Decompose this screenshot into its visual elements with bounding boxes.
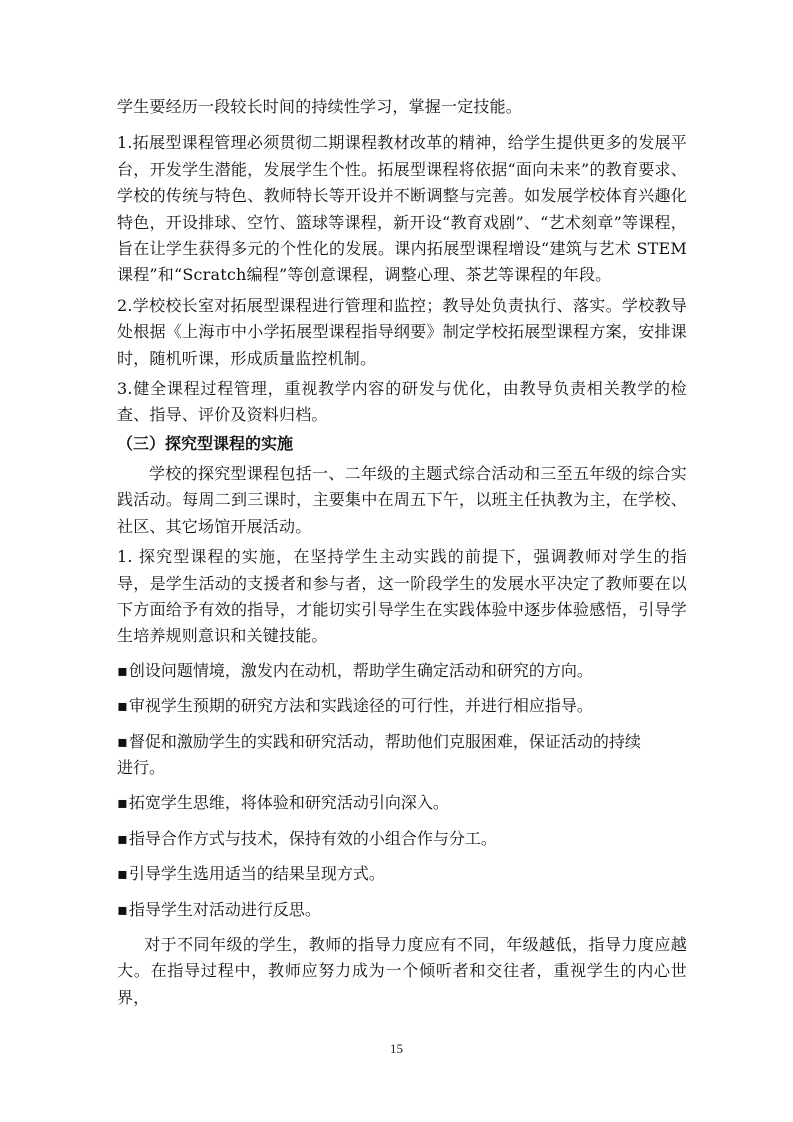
page-number: 15 xyxy=(390,1041,403,1056)
list-item xyxy=(117,897,687,923)
bullet-icon: ▪ xyxy=(117,660,128,680)
paragraph: 1. 探究型课程的实施，在坚持学生主动实践的前提下，强调教师对学生的指导，是学生活动的支援者和参与者，这一阶段学生的发展水平决定了教师要在以下方面给予有效的指导，才能切实引导学生在实践体验中逐步体验感悟，引导学生培养规则意识和关键技能。 xyxy=(117,547,687,646)
list-item xyxy=(117,826,687,852)
document-body xyxy=(117,94,687,1012)
bullet-icon: ▪ xyxy=(117,731,128,751)
list-item-text: 引导学生选用适当的结果呈现方式。 xyxy=(128,864,385,884)
paragraph: 学校的探究型课程包括一、二年级的主题式综合活动和三至五年级的综合实践活动。每周二到三课时，主要集中在周五下午，以班主任执教为主，在学校、社区、其它场馆开展活动。 xyxy=(117,463,687,536)
paragraph: 1.拓展型课程管理必须贯彻二期课程教材改革的精神，给学生提供更多的发展平台，开发学生潜能，发展学生个性。拓展型课程将依据“面向未来”的教育要求、学校的传统与特色、教师特长等开设并不断调整与完善。如发展学校体育兴趣化特色，开设排球、空竹、篮球等课程，新开设“教育戏剧”、“艺术刻章”等课程，旨在让学生获得多元的个性化的发展。课内拓展型课程增设“建筑与艺术 STEM课程”和“Scratch编程”等创意课程，调整心理、茶艺等课程的年段。 xyxy=(117,133,687,285)
list-item-text: 拓宽学生思维，将体验和研究活动引向深入。 xyxy=(128,793,449,813)
bullet-icon: ▪ xyxy=(117,793,128,813)
list-item-text: 指导学生对活动进行反思。 xyxy=(128,899,321,919)
paragraph: 学生要经历一段较长时间的持续性学习，掌握一定技能。 xyxy=(117,97,523,116)
bullet-icon: ▪ xyxy=(117,864,128,884)
list-item-text: 督促和激励学生的实践和研究活动，帮助他们克服困难，保证活动的持续进行。 xyxy=(117,731,641,777)
list-item-text: 指导合作方式与技术，保持有效的小组合作与分工。 xyxy=(128,828,497,848)
list-item xyxy=(117,658,687,684)
bullet-icon: ▪ xyxy=(117,696,128,716)
bullet-icon: ▪ xyxy=(117,828,128,848)
list-item xyxy=(117,861,687,887)
list-item xyxy=(117,790,687,816)
paragraph: 3.健全课程过程管理，重视教学内容的研发与优化，由教导负责相关教学的检查、指导、评价及资料归档。 xyxy=(117,379,687,425)
list-item xyxy=(117,729,687,782)
bullet-icon: ▪ xyxy=(117,899,128,919)
paragraph: 对于不同年级的学生，教师的指导力度应有不同，年级越低，指导力度应越大。在指导过程中，教师应努力成为一个倾听者和交往者，重视学生的内心世界， xyxy=(117,934,687,1007)
section-heading: （三）探究型课程的实施 xyxy=(117,433,294,453)
list-item xyxy=(117,693,687,719)
paragraph: 2.学校校长室对拓展型课程进行管理和监控；教导处负责执行、落实。学校教导处根据《上海市中小学拓展型课程指导纲要》制定学校拓展型课程方案，安排课时，随机听课，形成质量监控机制。 xyxy=(117,295,687,368)
list-item-text: 审视学生预期的研究方法和实践途径的可行性，并进行相应指导。 xyxy=(128,696,593,716)
list-item-text: 创设问题情境，激发内在动机，帮助学生确定活动和研究的方向。 xyxy=(128,660,593,680)
